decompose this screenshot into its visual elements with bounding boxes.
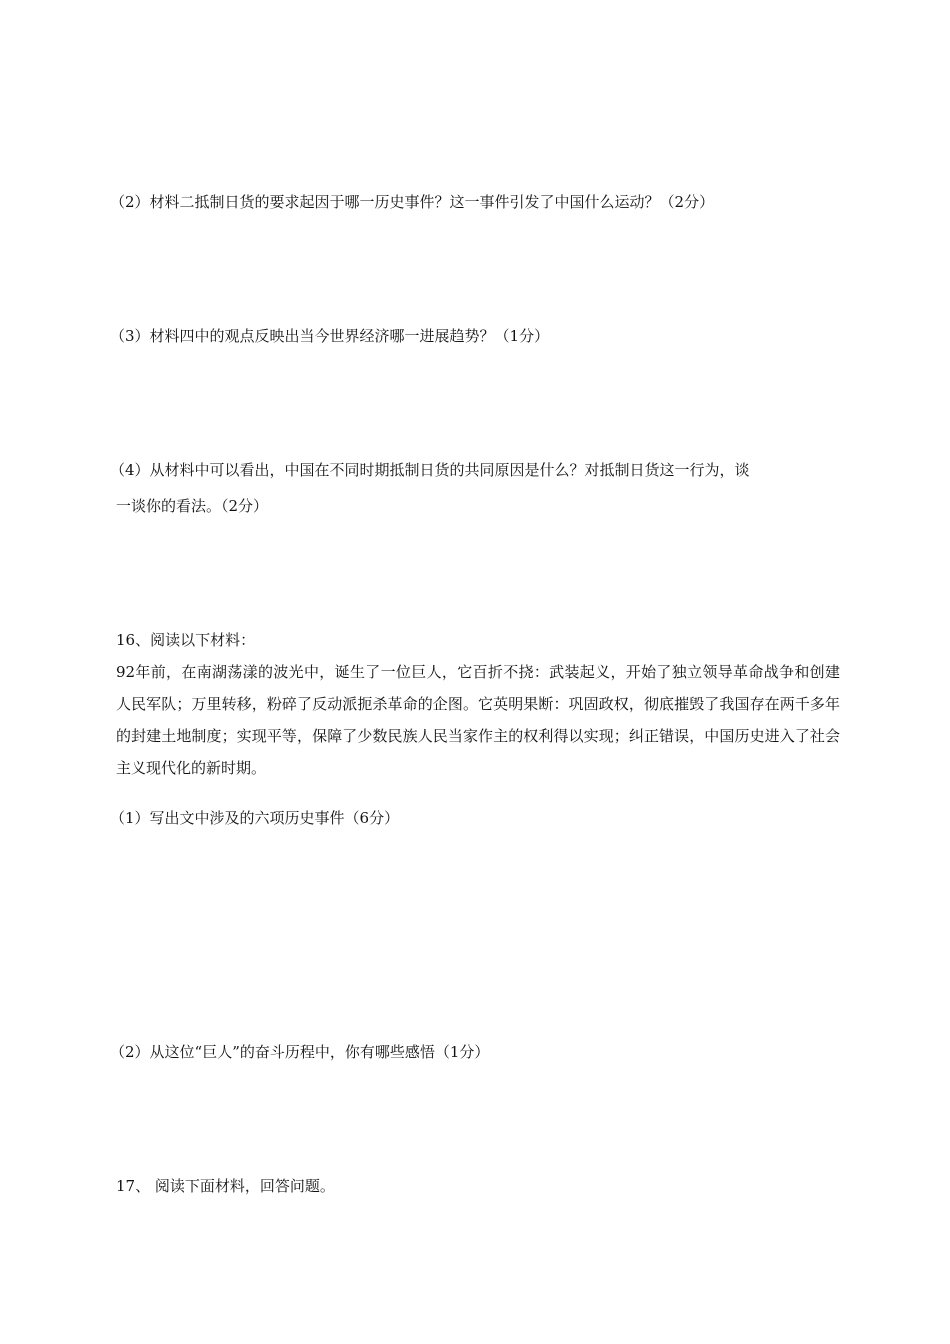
question-15-3: （3）材料四中的观点反映出当今世界经济哪一进展趋势？（1分）: [110, 327, 550, 345]
question-16-1: （1）写出文中涉及的六项历史事件（6分）: [110, 809, 400, 827]
question-15-2: （2）材料二抵制日货的要求起因于哪一历史事件？这一事件引发了中国什么运动？（2分）: [110, 193, 715, 211]
question-16-material: 92年前，在南湖荡漾的波光中，诞生了一位巨人，它百折不挠：武装起义，开始了独立领导革命战争和创建人民军队；万里转移，粉碎了反动派扼杀革命的企图。它英明果断：巩固政权，彻底摧毁了我国存在两千多年的封建土地制度；实现平等，保障了少数民族人民当家作主的权利得以实现；纠正错误，中国历史进入了社会主义现代化的新时期。: [116, 663, 840, 777]
question-16-title: 16、阅读以下材料：: [116, 631, 256, 649]
question-15-4-line2: 一谈你的看法。（2分）: [116, 497, 269, 515]
question-16-2: （2）从这位“巨人”的奋斗历程中，你有哪些感悟（1分）: [110, 1043, 490, 1061]
question-15-4-line1: （4）从材料中可以看出，中国在不同时期抵制日货的共同原因是什么？对抵制日货这一行为，谈: [110, 461, 750, 479]
question-17-title: 17、 阅读下面材料，回答问题。: [116, 1177, 335, 1195]
